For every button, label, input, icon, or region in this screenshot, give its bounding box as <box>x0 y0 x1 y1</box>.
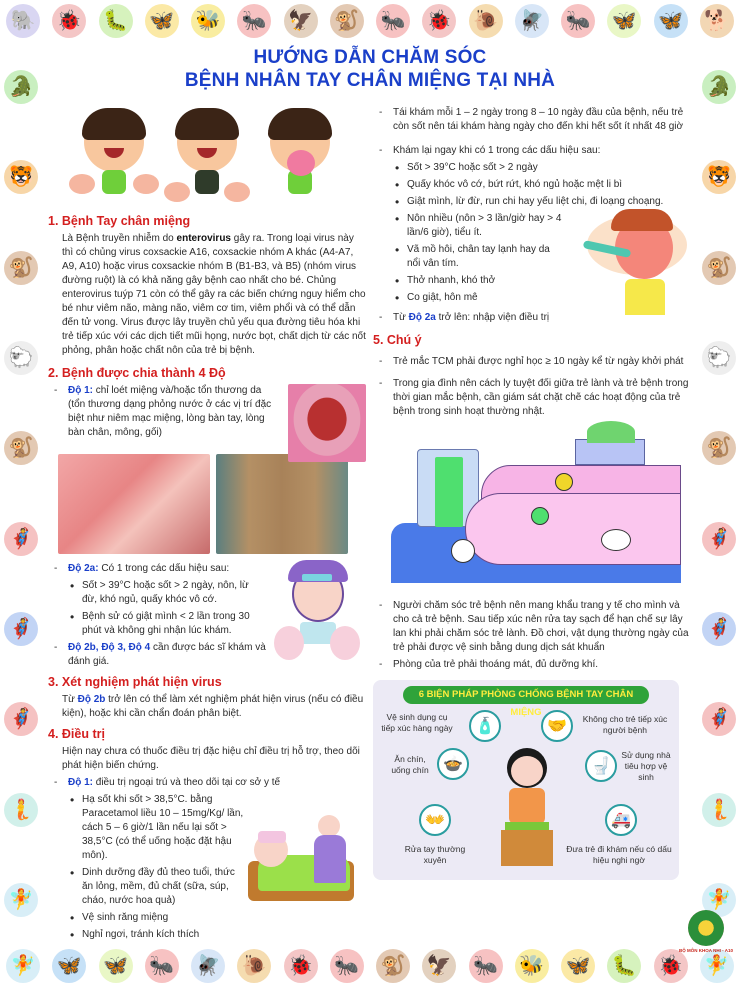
tiger-icon: 🐯 <box>4 160 38 194</box>
section-5 <box>373 333 693 672</box>
butterfly-icon: 🦋 <box>607 4 641 38</box>
note-item: - Người chăm sóc trẻ bệnh nên mang khẩu trang y tế cho mình và cho cả trẻ bệnh. Sau tiếp xúc nên rửa tay sạch để hạn chế sự lây lan khi phải chăm sóc trẻ lành. Đồ chơi, vật dụng thường ngày của trẻ phải được vệ sinh bằng dung dịch sát khuẩn <box>373 599 693 655</box>
enterovirus-term: enterovirus <box>176 233 231 244</box>
monkey-icon: 🐒 <box>4 431 38 465</box>
dragonfly-icon: 🪰 <box>515 4 549 38</box>
ant-icon: 🐜 <box>469 949 503 983</box>
dragonfly-icon: 🪰 <box>191 949 225 983</box>
dog-icon: 🐕 <box>700 4 734 38</box>
section-4-intro: Hiện nay chưa có thuốc điều trị đặc hiệu chỉ điều trị hỗ trợ, theo dõi phát hiện biến chứng. <box>62 746 360 771</box>
decorative-border-left <box>0 42 42 945</box>
left-column <box>48 100 366 945</box>
prevention-measures-panel <box>373 680 679 880</box>
butterfly-icon: 🦋 <box>654 4 688 38</box>
treatment-bullet: • Nghỉ ngơi, tránh kích thích <box>48 928 366 942</box>
monkey-icon: 🐒 <box>330 4 364 38</box>
monkey-icon: 🐒 <box>702 431 736 465</box>
ant-icon: 🐜 <box>561 4 595 38</box>
do1-item: - Độ 1: chỉ loét miệng và/hoặc tổn thương da (tổn thương dạng phỏng nước ở các vị trí đặc biệt như niêm mạc miệng, lòng bàn tay, lòng bàn chân, mông, gối) <box>48 384 276 440</box>
prevention-item: Ăn chín, uống chín <box>391 754 429 775</box>
cooking-pot-icon: 🍲 <box>437 748 469 780</box>
section-3-heading: 3. Xét nghiệm phát hiện virus <box>48 675 222 689</box>
mermaid-icon: 🧜 <box>702 793 736 827</box>
fairy-icon: 🧚 <box>6 949 40 983</box>
section-3 <box>48 675 366 721</box>
treatment-bullet: • Hạ sốt khi sốt > 38,5°C. bằng Paracetamol liều 10 – 15mg/Kg/ lần, cách 5 – 6 giờ/1 lần nếu lại sốt > 38,5°C (có thể uống hoặc đặt hậu môn). <box>48 793 258 863</box>
prevention-item: Đưa trẻ đi khám nếu có dấu hiệu nghi ngờ <box>566 844 672 865</box>
title-line-2: BỆNH NHÂN TAY CHÂN MIỆNG TẠI NHÀ <box>184 70 556 91</box>
decorative-border-top <box>0 0 740 42</box>
superhero-icon: 🦸 <box>4 612 38 646</box>
symptom-photos <box>58 454 366 554</box>
title-line-1: HƯỚNG DẪN CHĂM SÓC <box>253 47 487 68</box>
crocodile-icon: 🐊 <box>702 70 736 104</box>
ant-icon: 🐜 <box>237 4 271 38</box>
soap-bottle-icon: 🧴 <box>469 710 501 742</box>
department-logo-text: BỘ MÔN KHOA NHI - A10 <box>679 948 733 953</box>
ambulance-icon: 🚑 <box>605 804 637 836</box>
butterfly-icon: 🦋 <box>52 949 86 983</box>
ant-icon: 🐜 <box>330 949 364 983</box>
decorative-border-bottom <box>0 945 740 987</box>
superhero-icon: 🦸 <box>702 612 736 646</box>
right-column <box>373 100 693 880</box>
section-2-heading: 2. Bệnh được chia thành 4 Độ <box>48 366 226 380</box>
note-item: - Phòng của trẻ phải thoáng mát, đủ dưỡng khí. <box>373 658 693 672</box>
superhero-icon: 🦸 <box>702 522 736 556</box>
handshake-icon: 🤝 <box>541 710 573 742</box>
eagle-icon: 🦅 <box>422 949 456 983</box>
butterfly-icon: 🦋 <box>561 949 595 983</box>
section-1 <box>48 214 366 358</box>
monkey-icon: 🐒 <box>702 251 736 285</box>
note-item: - Trẻ mắc TCM phải được nghỉ học ≥ 10 ngày kể từ ngày khởi phát <box>373 355 693 369</box>
mermaid-icon: 🧜 <box>4 793 38 827</box>
warning-sign-bullet: • Giật mình, lừ đừ, run chi hay yếu liệt chi, đi loạng choạng. <box>373 195 693 209</box>
ladybug-icon: 🐞 <box>422 4 456 38</box>
mother-caring-sick-child-illustration <box>244 815 366 925</box>
snail-icon: 🐌 <box>237 949 271 983</box>
mouth-ulcer-photo <box>288 384 366 462</box>
prevention-title: 6 BIỆN PHÁP PHÒNG CHỐNG BỆNH TAY CHÂN MIỆNG <box>403 686 649 704</box>
prevention-item: Không cho trẻ tiếp xúc người bệnh <box>582 714 668 735</box>
tiger-icon: 🐯 <box>702 160 736 194</box>
warning-sign-bullet: • Co giật, hôn mê <box>373 291 693 305</box>
bee-icon: 🐝 <box>191 4 225 38</box>
bee-icon: 🐝 <box>515 949 549 983</box>
warning-sign-bullet: • Vã mồ hôi, chân tay lạnh hay da nổi vân tím. <box>373 243 563 271</box>
prevention-item: Vệ sinh dụng cụ tiếp xúc hàng ngày <box>381 712 453 733</box>
do2b-item: - Độ 2b, Độ 3, Độ 4 cần được bác sĩ khám và đánh giá. <box>48 641 266 669</box>
treatment-bullet: • Vệ sinh răng miệng <box>48 911 366 925</box>
snail-icon: 🐌 <box>469 4 503 38</box>
page-title <box>0 46 740 92</box>
washing-hands-icon: 👐 <box>419 804 451 836</box>
ant-icon: 🐜 <box>376 4 410 38</box>
butterfly-icon: 🦋 <box>99 949 133 983</box>
do2a-bullet: • Sốt > 39°C hoặc sốt > 2 ngày, nôn, lừ đừ, khó ngủ, quấy khóc vô cớ. <box>48 579 266 607</box>
knee-rash-photo <box>216 454 348 554</box>
section-4-heading: 4. Điều trị <box>48 727 105 741</box>
ladybug-icon: 🐞 <box>654 949 688 983</box>
crocodile-icon: 🐊 <box>4 70 38 104</box>
caterpillar-icon: 🐛 <box>99 4 133 38</box>
ant-icon: 🐜 <box>145 949 179 983</box>
elephant-icon: 🐘 <box>6 4 40 38</box>
monkey-icon: 🐒 <box>376 949 410 983</box>
fairy-icon: 🧚 <box>702 883 736 917</box>
sheep-icon: 🐑 <box>702 341 736 375</box>
hospitalize-item: - Từ Độ 2a trở lên: nhập viện điều trị <box>373 311 693 325</box>
child-showing-feet-icon <box>168 108 246 208</box>
fairy-icon: 🧚 <box>700 949 734 983</box>
note-item: - Trong gia đình nên cách ly tuyệt đối giữa trẻ lành và trẻ bệnh trong thời gian mắc bệnh, cần giám sát chặt chẽ các hoạt động của trẻ bệnh trong sinh hoạt thường nhật. <box>373 377 693 419</box>
re-exam-item: - Khám lại ngay khi có 1 trong các dấu hiệu sau: <box>373 144 693 158</box>
decorative-border-right <box>698 42 740 945</box>
section-1-text: Là Bệnh truyền nhiễm do enterovirus gây ra. Trong loại virus này thì có chủng virus coxsackie A16, coxsackie nhóm A khác (A4-A7, A9, A10) hoặc virus coxsackie nhóm B (B1-B3, và B5) (nhóm virus đường ruột) là có khả năng gây bệnh cao nhất cho bé. Chủng enterovirus tuýp 71 còn có thể gây ra các biến chứng nguy hiểm cho bé như viêm não, màng não, viêm cơ tim, viêm phổi và có thể dẫn đến tử vong. Virus được lây truyền chủ yếu qua đường tiêu hóa khi trẻ tiếp xúc với các dịch tiết mũi họng, nước bọt, chất dịch từ các nốt phỏng, phân hoặc chất nôn của trẻ bị bệnh. <box>62 233 366 356</box>
section-5-heading: 5. Chú ý <box>373 333 422 347</box>
warning-sign-bullet: • Nôn nhiều (nôn > 3 lần/giờ hay > 4 lần/6 giờ), tiểu ít. <box>373 212 563 240</box>
treatment-do1-item: - Độ 1: điều trị ngoại trú và theo dõi tại cơ sở y tế <box>48 776 366 790</box>
department-logo <box>688 910 724 946</box>
superhero-icon: 🦸 <box>4 702 38 736</box>
treatment-bullet: • Dinh dưỡng đầy đủ theo tuổi, thức ăn lỏng, mềm, đủ chất (sữa, súp, cháo, nước hoa quả) <box>48 866 246 908</box>
child-showing-tongue-icon <box>261 108 339 208</box>
handwashing-illustration <box>391 429 681 589</box>
fairy-icon: 🧚 <box>4 883 38 917</box>
superhero-icon: 🦸 <box>4 522 38 556</box>
prevention-item: Sử dụng nhà tiêu hợp vệ sinh <box>621 750 671 782</box>
section-3-text: Từ Độ 2b trở lên có thể làm xét nghiệm phát hiện virus (nếu có điều kiện), hoặc khi cần chẩn đoán phân biệt. <box>62 694 364 719</box>
caterpillar-icon: 🐛 <box>607 949 641 983</box>
superhero-icon: 🦸 <box>702 702 736 736</box>
do2a-item: - Độ 2a: Có 1 trong các dấu hiệu sau: <box>48 562 366 576</box>
warning-sign-bullet: • Sốt > 39°C hoặc sốt > 2 ngày <box>373 161 693 175</box>
monkey-icon: 🐒 <box>4 251 38 285</box>
child-showing-hands-icon <box>75 108 153 208</box>
section-4 <box>48 727 366 942</box>
sheep-icon: 🐑 <box>4 341 38 375</box>
warning-sign-bullet: • Quấy khóc vô cớ, bứt rứt, khó ngủ hoặc mệt li bì <box>373 178 693 192</box>
butterfly-icon: 🦋 <box>145 4 179 38</box>
do2a-bullet: • Bệnh sử có giật mình < 2 lần trong 30 phút và không ghi nhận lúc khám. <box>48 610 266 638</box>
eagle-icon: 🦅 <box>284 4 318 38</box>
section-1-heading: 1. Bệnh Tay chân miệng <box>48 214 191 228</box>
sick-girl-at-table-illustration <box>497 748 557 872</box>
ladybug-icon: 🐞 <box>284 949 318 983</box>
follow-up-item: - Tái khám mỗi 1 – 2 ngày trong 8 – 10 ngày đầu của bệnh, nếu trẻ còn sốt nên tái khám hàng ngày cho đến khi hết sốt ít nhất 48 giờ <box>373 106 693 134</box>
toilet-icon: 🚽 <box>585 750 617 782</box>
sick-children-illustration <box>48 100 366 208</box>
ladybug-icon: 🐞 <box>52 4 86 38</box>
section-2 <box>48 366 366 669</box>
hand-rash-photo <box>58 454 210 554</box>
warning-sign-bullet: • Thở nhanh, khó thở <box>373 274 693 288</box>
prevention-item: Rửa tay thường xuyên <box>404 844 466 865</box>
